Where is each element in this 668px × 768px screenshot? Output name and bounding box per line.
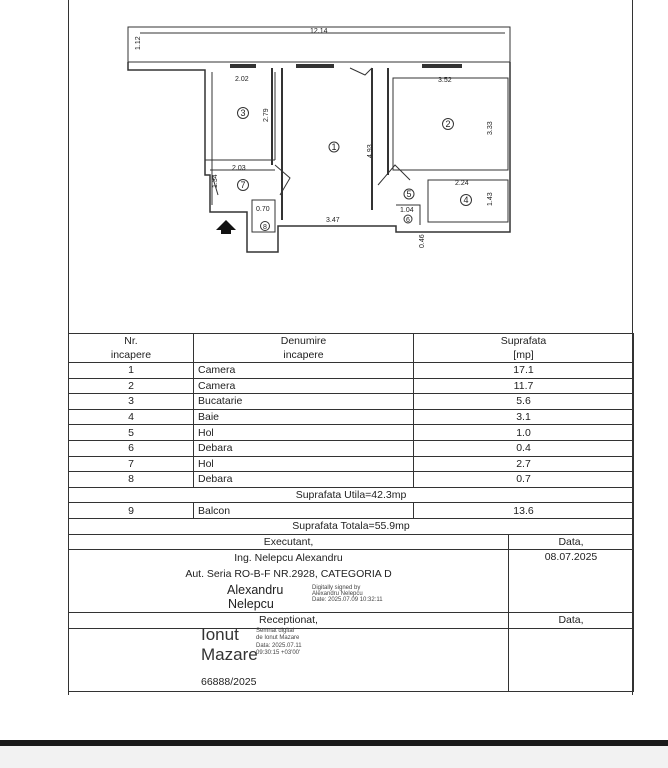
table-row — [69, 456, 634, 472]
row-name: Debara — [194, 472, 414, 488]
receptionat-sig-line1: Semnat digital — [256, 627, 295, 634]
receptionat-number: 66888/2025 — [201, 675, 257, 688]
room-area-table — [68, 333, 634, 692]
row-area: 17.1 — [414, 363, 634, 379]
dim-overall-width: 12.14 — [310, 28, 328, 35]
wall-1-right — [372, 68, 388, 210]
dim-r4-height: 1.43 — [487, 192, 494, 206]
dim-r7-width: 2.03 — [232, 165, 246, 172]
executant-date: 08.07.2025 — [509, 550, 634, 613]
row-area: 11.7 — [414, 378, 634, 394]
receptionat-sig-line2: de Ionut Mazare — [256, 634, 300, 641]
window-3 — [230, 64, 256, 68]
executant-date-heading: Data, — [509, 534, 634, 550]
grand-total: Suprafata Totala=55.9mp — [69, 518, 634, 534]
table-row — [69, 425, 634, 441]
receptionat-header-row — [69, 613, 634, 629]
executant-sig-last: Nelepcu — [228, 597, 274, 612]
receptionat-sig-last: Mazare — [201, 644, 258, 664]
row-nr: 1 — [69, 363, 194, 379]
executant-signature — [69, 581, 508, 611]
dim-r8-width: 0.70 — [256, 206, 270, 213]
grand-total-row — [69, 518, 634, 534]
header-nr: Nr. incapere — [69, 334, 194, 363]
executant-name: Ing. Nelepcu Alexandru — [234, 552, 343, 565]
executant-sig-first: Alexandru — [227, 583, 284, 598]
table-row — [69, 363, 634, 379]
dim-r3-width: 2.02 — [235, 76, 249, 83]
row-nr: 3 — [69, 394, 194, 410]
window-2 — [422, 64, 462, 68]
row-area: 0.4 — [414, 440, 634, 456]
table-row — [69, 394, 634, 410]
row-nr: 6 — [69, 440, 194, 456]
row-name: Debara — [194, 440, 414, 456]
receptionat-sig-line4: 09:30:15 +03'00' — [256, 649, 301, 656]
receptionat-date-empty — [509, 628, 634, 691]
room-label-2: 2 — [445, 119, 451, 129]
receptionat-sig-first: Ionut — [201, 624, 239, 644]
receptionat-sig-line3: Data: 2025.07.11 — [256, 642, 302, 649]
room-label-8: 8 — [263, 224, 267, 231]
table-header-row — [69, 334, 634, 363]
row-name: Hol — [194, 425, 414, 441]
receptionat-signature — [69, 624, 508, 691]
table-row — [69, 409, 634, 425]
room-label-3: 3 — [240, 108, 246, 118]
row-name: Hol — [194, 456, 414, 472]
row-area: 3.1 — [414, 409, 634, 425]
executant-header-row — [69, 534, 634, 550]
useful-total: Suprafata Utila=42.3mp — [69, 487, 634, 503]
floor-plan — [0, 0, 668, 330]
receptionat-cell — [69, 624, 509, 691]
row-nr: 5 — [69, 425, 194, 441]
table-row — [69, 440, 634, 456]
dim-r2-height: 3.33 — [487, 121, 494, 135]
receptionat-date-heading: Data, — [509, 613, 634, 629]
receptionat-body-row — [69, 628, 634, 691]
header-name: Denumire incapere — [194, 334, 414, 363]
table-row — [69, 472, 634, 488]
executant-sig-line3: Date: 2025.07.09 10:32:11 — [312, 597, 383, 604]
row-nr: 4 — [69, 409, 194, 425]
executant-body-row — [69, 550, 634, 613]
wall-1-left — [272, 68, 282, 220]
dim-r4-width: 2.24 — [455, 180, 469, 187]
receptionat-heading: Receptionat, — [69, 613, 509, 629]
executant-sig-line2: Alexandru Nelepcu — [312, 591, 363, 598]
row-name: Bucatarie — [194, 394, 414, 410]
row-area: 5.6 — [414, 394, 634, 410]
row-area: 2.7 — [414, 456, 634, 472]
row-area: 0.7 — [414, 472, 634, 488]
dim-r6-width: 1.04 — [400, 207, 414, 214]
dim-r3-height: 2.79 — [263, 108, 270, 122]
row-area: 1.0 — [414, 425, 634, 441]
dim-wall-height: 1.12 — [135, 36, 142, 50]
row-name: Camera — [194, 363, 414, 379]
room-label-6: 6 — [406, 217, 410, 224]
row-name: Baie — [194, 409, 414, 425]
executant-cell — [69, 550, 509, 613]
door-balcony — [350, 68, 372, 75]
door-5 — [378, 165, 410, 185]
window-1 — [296, 64, 334, 68]
row-nr: 7 — [69, 456, 194, 472]
dim-r1-height: 4.93 — [367, 144, 374, 158]
balcony-row — [69, 503, 634, 519]
background-strip — [0, 746, 668, 768]
dim-r6-height: 0.46 — [419, 234, 426, 248]
row-nr: 8 — [69, 472, 194, 488]
dim-r2-width: 3.52 — [438, 77, 452, 84]
row-name: Camera — [194, 378, 414, 394]
executant-heading: Executant, — [69, 534, 509, 550]
dim-r1-width: 3.47 — [326, 217, 340, 224]
useful-total-row — [69, 487, 634, 503]
outer-wall — [128, 62, 510, 252]
room-label-4: 4 — [463, 195, 469, 205]
table-row — [69, 378, 634, 394]
entrance-arrow-icon — [216, 220, 236, 234]
dim-r7-height: 1.34 — [212, 174, 219, 188]
row-nr: 2 — [69, 378, 194, 394]
balcony-name: Balcon — [194, 503, 414, 519]
executant-authorization: Aut. Seria RO-B-F NR.2928, CATEGORIA D — [185, 568, 392, 581]
room-label-5: 5 — [406, 189, 412, 199]
header-area: Suprafata [mp] — [414, 334, 634, 363]
room-label-1: 1 — [331, 142, 337, 152]
balcony-nr: 9 — [69, 503, 194, 519]
balcony-area: 13.6 — [414, 503, 634, 519]
room-label-7: 7 — [240, 180, 246, 190]
executant-sig-line1: Digitally signed by — [312, 585, 361, 592]
